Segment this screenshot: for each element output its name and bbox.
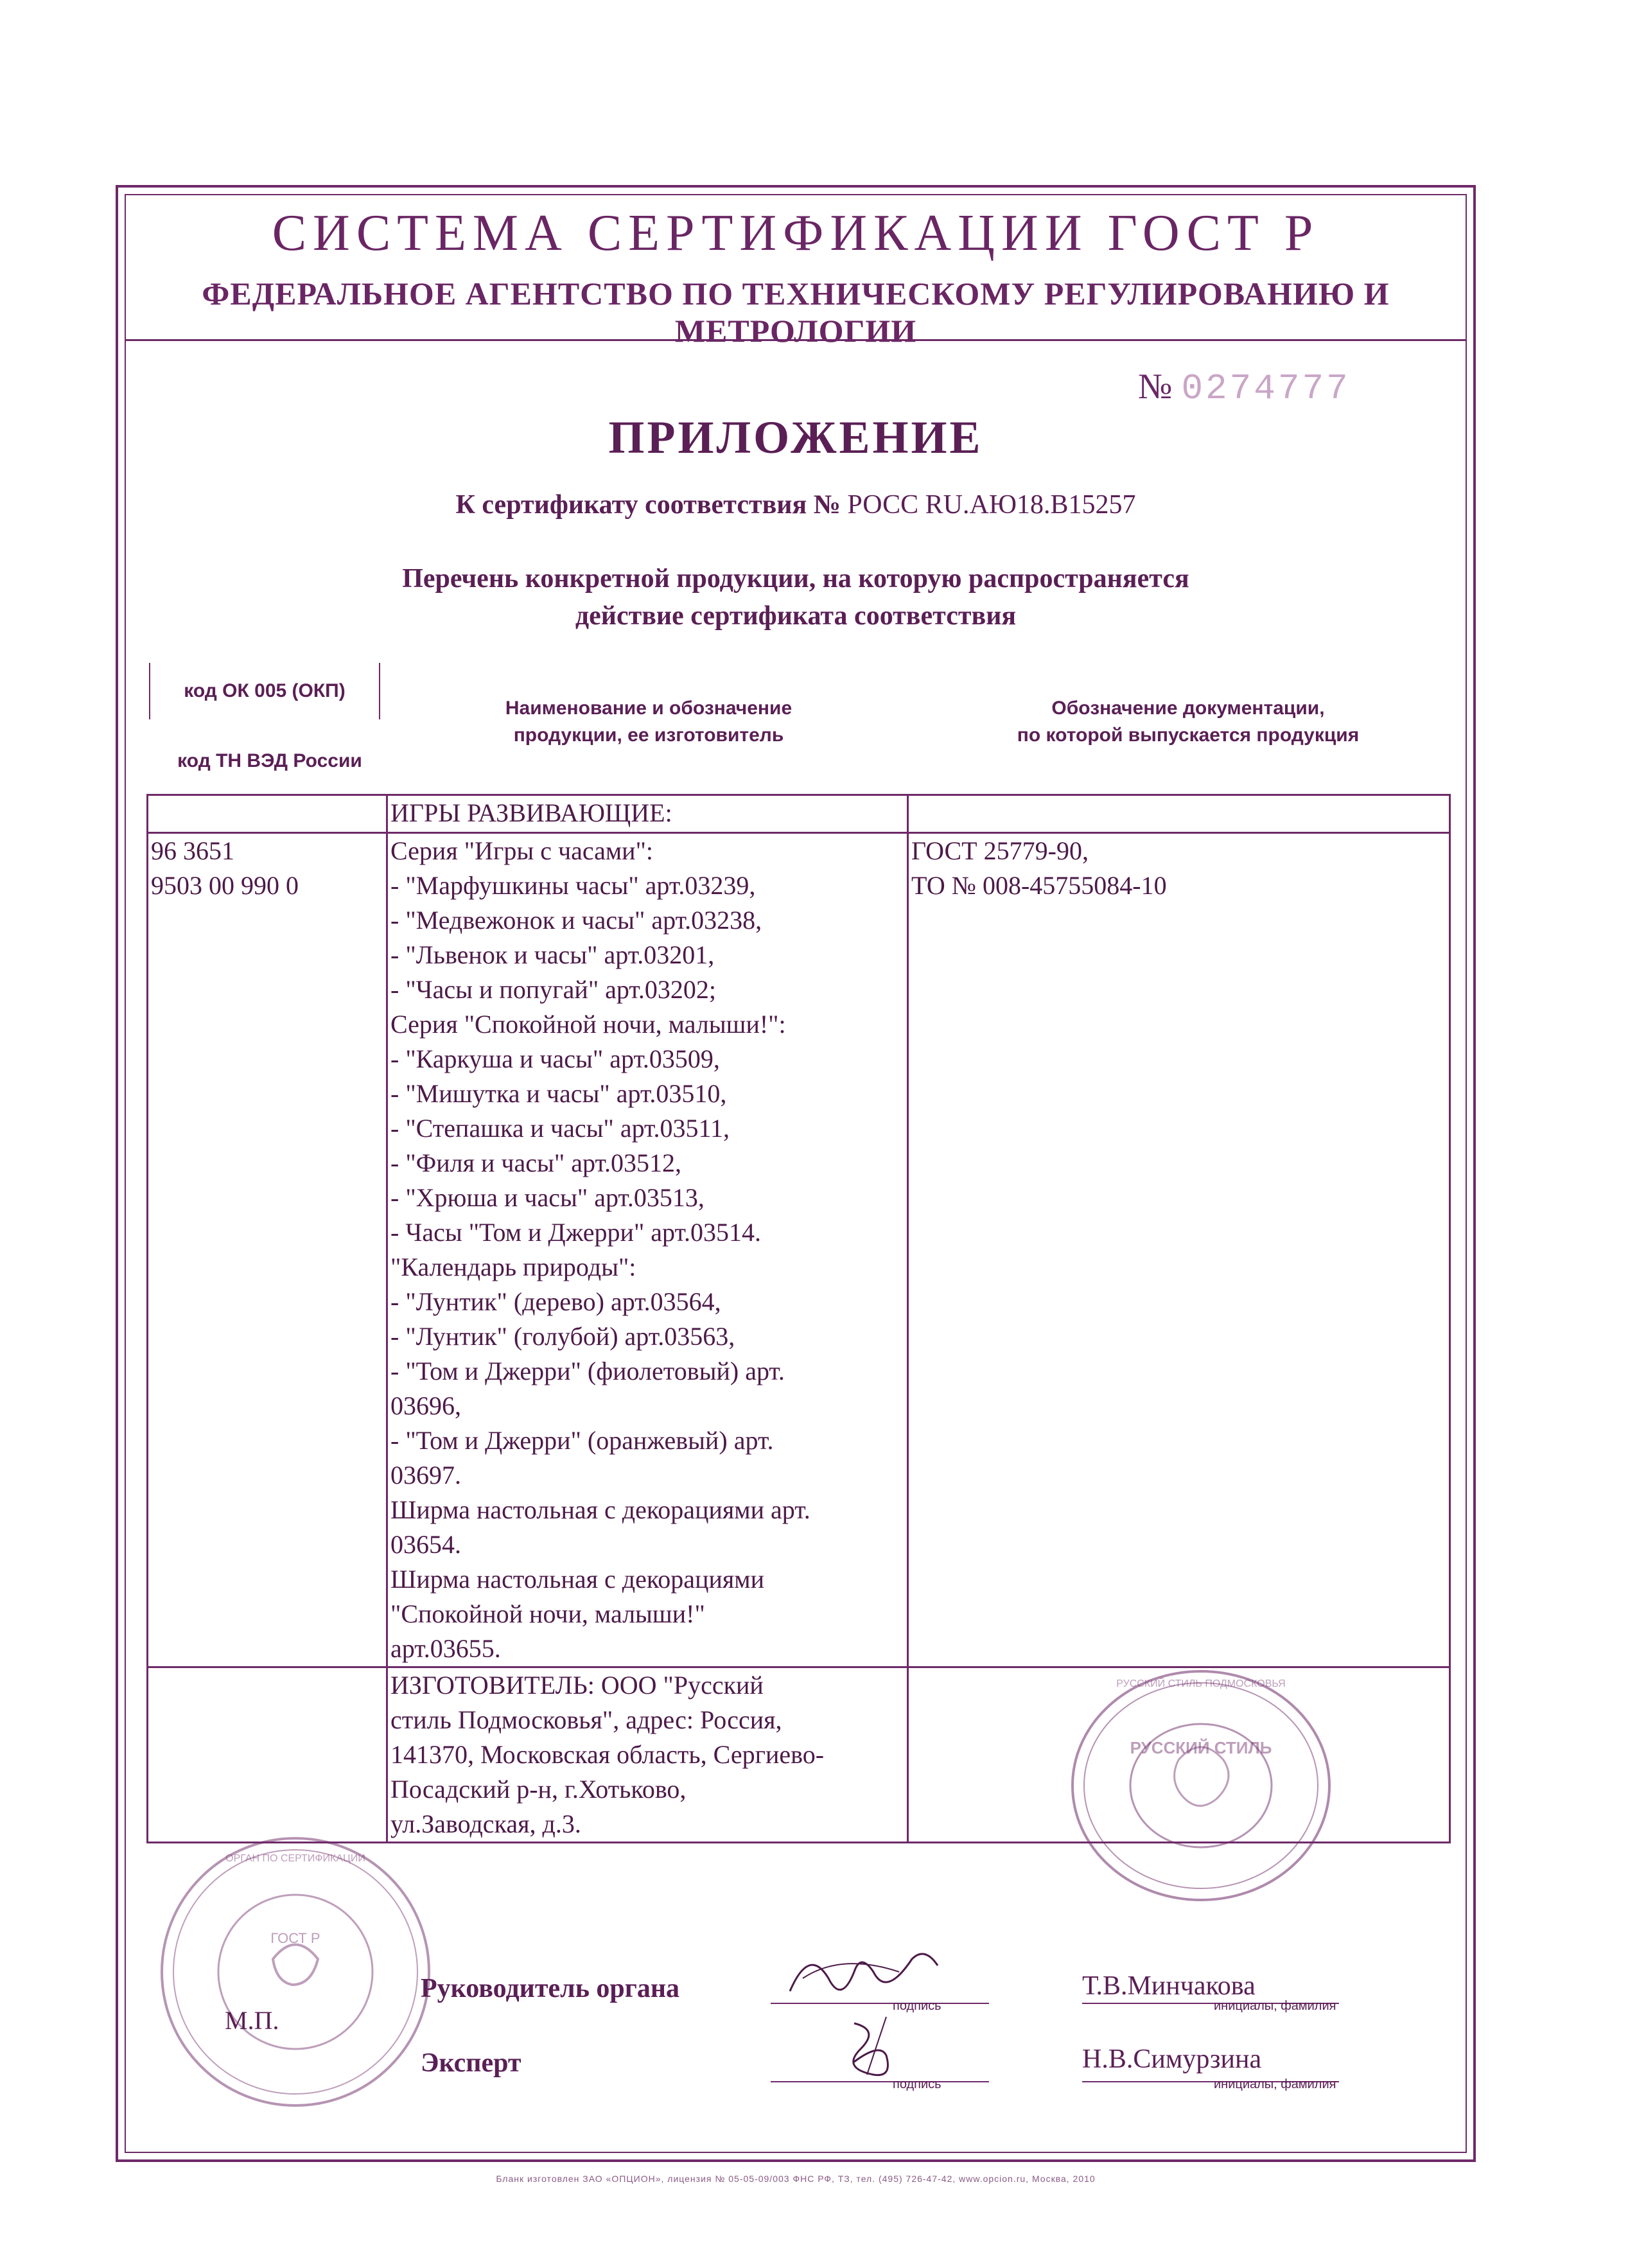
product-line: - "Лунтик" (голубой) арт.03563,	[390, 1322, 735, 1351]
certification-seal-center: ГОСТ Р	[270, 1930, 320, 1946]
product-line: - "Львенок и часы" арт.03201,	[390, 940, 715, 969]
documentation-header	[906, 695, 1471, 749]
product-line: 03696,	[390, 1391, 461, 1420]
product-name-header-line-1: Наименование и обозначение	[505, 698, 792, 719]
products-cell	[387, 833, 908, 1667]
product-line: Серия "Игры с часами":	[390, 836, 654, 865]
manufacturer-line: 141370, Московская область, Сергиево-	[390, 1740, 825, 1769]
manufacturer-line: стиль Подмосковья", адрес: Россия,	[390, 1705, 782, 1734]
serial-prefix: №	[1138, 367, 1173, 407]
product-line: - "Каркуша и часы" арт.03509,	[390, 1044, 720, 1073]
stamp-place-label: М.П.	[225, 2006, 279, 2035]
manufacturer-line: Посадский р-н, г.Хотьково,	[390, 1775, 687, 1804]
scope-line-2: действие сертификата соответствия	[575, 601, 1017, 631]
serial-value: 0274777	[1181, 368, 1351, 409]
product-line: - "Филя и часы" арт.03512,	[390, 1148, 681, 1177]
product-line: - "Медвежонок и часы" арт.03238,	[390, 906, 762, 935]
product-line: - "Степашка и часы" арт.03511,	[390, 1114, 730, 1143]
certificate-number: РОСС RU.АЮ18.В15257	[847, 490, 1136, 520]
product-line: арт.03655.	[390, 1634, 501, 1663]
product-name-header	[411, 695, 886, 749]
product-line: "Спокойной ночи, малыши!"	[390, 1599, 705, 1628]
product-line: - "Лунтик" (дерево) арт.03564,	[390, 1287, 721, 1316]
group-row	[148, 795, 1450, 833]
head-signature-line	[771, 2003, 989, 2004]
certificate-label: К сертификату соответствия №	[455, 490, 841, 520]
head-signature	[777, 1940, 989, 2010]
expert-label: Эксперт	[421, 2048, 521, 2078]
codes-cell	[148, 833, 387, 1667]
certification-body-seal	[154, 1831, 437, 2113]
head-signature-caption: подпись	[893, 1999, 941, 2013]
document-line: ГОСТ 25779-90,	[911, 836, 1089, 865]
group-doc-cell	[908, 795, 1450, 833]
serial-number	[1138, 366, 1351, 409]
head-name-caption: инициалы, фамилия	[1214, 1999, 1336, 2013]
manufacturer-seal-ring: РУССКИЙ СТИЛЬ ПОДМОСКОВЬЯ	[1116, 1678, 1286, 1689]
scope-line-1: Перечень конкретной продукции, на которую распространяется	[402, 564, 1189, 593]
product-line: - "Марфушкины часы" арт.03239,	[390, 871, 756, 900]
head-name: Т.В.Минчакова	[1082, 1971, 1256, 2001]
code-tn-header: код ТН ВЭД России	[177, 750, 362, 771]
product-line: - Часы "Том и Джерри" арт.03514.	[390, 1218, 761, 1247]
expert-signature-line	[771, 2081, 989, 2082]
group-code-cell	[148, 795, 387, 833]
manufacturer-seal	[1063, 1664, 1339, 1908]
product-line: - "Часы и попугай" арт.03202;	[390, 975, 716, 1004]
product-line: 03697.	[390, 1461, 461, 1490]
certification-seal-ring: ОРГАН ПО СЕРТИФИКАЦИИ	[225, 1853, 365, 1864]
expert-name: Н.В.Симурзина	[1082, 2044, 1262, 2074]
product-line: - "Мишутка и часы" арт.03510,	[390, 1079, 727, 1108]
manufacturer-seal-center: РУССКИЙ СТИЛЬ	[1130, 1738, 1272, 1757]
product-line: Серия "Спокойной ночи, малыши!":	[390, 1010, 786, 1039]
manufacturer-line: ИЗГОТОВИТЕЛЬ: ООО "Русский	[390, 1671, 764, 1700]
system-title: СИСТЕМА СЕРТИФИКАЦИИ ГОСТ Р	[272, 205, 1320, 261]
expert-signature-caption: подпись	[893, 2077, 941, 2091]
product-line: - "Том и Джерри" (фиолетовый) арт.	[390, 1357, 785, 1385]
code-okp: 96 3651	[151, 836, 234, 865]
agency-title: ФЕДЕРАЛЬНОЕ АГЕНТСТВО ПО ТЕХНИЧЕСКОМУ РЕГУЛИРОВАНИЮ И МЕТРОЛОГИИ	[202, 276, 1390, 349]
product-row	[148, 833, 1450, 1667]
manufacturer-cell	[387, 1667, 908, 1843]
code-tnved: 9503 00 990 0	[151, 871, 299, 900]
expert-name-caption: инициалы, фамилия	[1214, 2077, 1336, 2091]
scope-heading	[125, 560, 1467, 635]
form-footer: Бланк изготовлен ЗАО «ОПЦИОН», лицензия № 05-05-09/003 ФНС РФ, ТЗ, тел. (495) 726-47-42, www.opcion.ru, Москва, 2010	[496, 2174, 1096, 2184]
documentation-header-line-1: Обозначение документации,	[1051, 698, 1325, 719]
product-line: - "Хрюша и часы" арт.03513,	[390, 1183, 705, 1212]
product-line: Ширма настольная с декорациями арт.	[390, 1495, 810, 1524]
document-line: ТО № 008-45755084-10	[911, 871, 1167, 900]
manufacturer-line: ул.Заводская, д.3.	[390, 1809, 581, 1838]
manufacturer-code-cell	[148, 1667, 387, 1843]
documentation-header-line-2: по которой выпускается продукция	[1017, 725, 1360, 746]
product-line: - "Том и Джерри" (оранжевый) арт.	[390, 1426, 774, 1455]
page-title: ПРИЛОЖЕНИЕ	[608, 412, 983, 463]
product-name-header-line-2: продукции, ее изготовитель	[513, 725, 784, 746]
certificate-reference	[125, 489, 1467, 520]
product-line: "Календарь природы":	[390, 1253, 636, 1281]
documents-cell	[908, 833, 1450, 1667]
product-line: 03654.	[390, 1530, 461, 1559]
code-ok-header: код ОК 005 (ОКП)	[149, 663, 380, 719]
product-line: Ширма настольная с декорациями	[390, 1565, 764, 1594]
head-label: Руководитель органа	[421, 1974, 680, 2003]
group-title-cell: ИГРЫ РАЗВИВАЮЩИЕ:	[387, 795, 908, 833]
